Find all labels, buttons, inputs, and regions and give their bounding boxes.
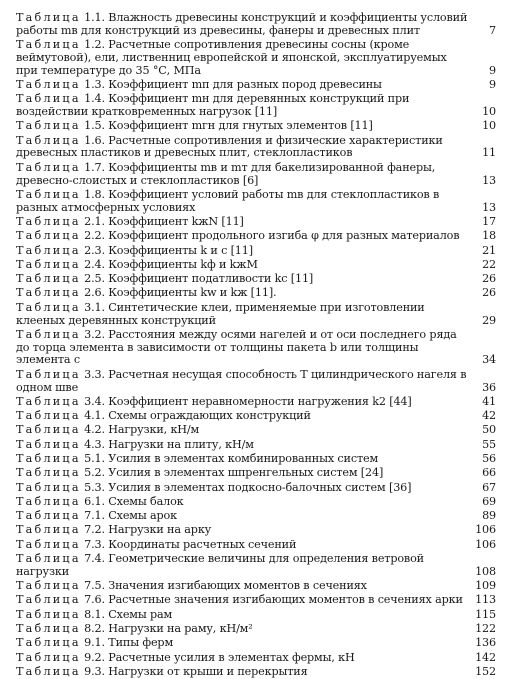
toc-entry-page-number: 11	[482, 146, 496, 160]
toc-entry-number: 5.1.	[84, 452, 105, 465]
toc-entry	[16, 623, 496, 636]
toc-entry-number: 8.1.	[84, 607, 105, 621]
toc-entry-number: 9.1.	[84, 636, 105, 650]
toc-entry-page-number: 69	[482, 494, 496, 508]
toc-entry-title: Нагрузки на арку	[108, 523, 212, 537]
toc-entry-number: 6.1.	[84, 494, 105, 508]
toc-entry	[16, 482, 496, 495]
toc-entry-number: 9.3.	[84, 664, 105, 678]
toc-entry-title: Коэффициент продольного изгиба φ для разных материалов	[108, 229, 460, 243]
toc-entry	[16, 439, 496, 452]
toc-entry-page-number: 136	[475, 636, 496, 650]
toc-entry-title: Расчетная несущая способность T цилиндрического нагеля в одном шве	[16, 367, 467, 394]
toc-entry-page-number: 36	[482, 380, 496, 394]
toc-entry-label: Таблица	[16, 593, 81, 607]
toc-entry-label: Таблица	[16, 409, 81, 423]
toc-entry-label: Таблица	[16, 452, 81, 465]
toc-entry-label: Таблица	[16, 187, 81, 201]
toc-entry	[16, 259, 496, 272]
toc-entry-label: Таблица	[16, 394, 81, 408]
toc-entry-label: Таблица	[16, 272, 81, 286]
toc-entry-title: Расстояния между осями нагелей и от оси последнего ряда до торца элемента в зависимости от толщины пакета b или толщины элемента c	[16, 327, 457, 367]
toc-entry-label: Таблица	[16, 650, 81, 664]
toc-entry-label: Таблица	[16, 286, 81, 300]
toc-entry-page-number: 122	[475, 622, 496, 636]
toc-entry-number: 1.6.	[84, 133, 105, 147]
toc-entry-number: 2.3.	[84, 243, 105, 257]
toc-entry-page-number: 106	[475, 537, 496, 551]
toc-entry-label: Таблица	[16, 92, 81, 106]
toc-entry-title: Расчетные сопротивления древесины сосны (кроме веймутовой), ели, лиственниц европейской и японской, эксплуатируемых при температуре до 35 °С, МПа	[16, 38, 447, 77]
toc-entry-title: Нагрузки на плиту, кН/м	[108, 437, 254, 451]
toc-entry-number: 7.4.	[84, 552, 105, 566]
toc-entry-label: Таблица	[16, 133, 81, 147]
toc-entry-number: 7.2.	[84, 523, 105, 537]
toc-entry-page-number: 109	[475, 579, 496, 593]
toc-entry	[16, 666, 496, 679]
toc-entry-number: 3.2.	[84, 327, 105, 341]
toc-entry	[16, 302, 496, 328]
toc-entry-label: Таблица	[16, 11, 81, 24]
toc-entry-title: Усилия в элементах комбинированных систем	[108, 452, 379, 465]
toc-entry-number: 7.3.	[84, 537, 105, 551]
toc-entry-title: Коэффициент mгн для гнутых элементов [11]	[108, 119, 373, 133]
toc-entry-number: 4.3.	[84, 437, 105, 451]
toc-entry-label: Таблица	[16, 300, 81, 314]
toc-entry-number: 1.7.	[84, 160, 105, 174]
toc-entry-title: Координаты расчетных сечений	[108, 537, 297, 551]
toc-entry-label: Таблица	[16, 523, 81, 537]
toc-entry-page-number: 29	[482, 313, 496, 327]
toc-entry-number: 1.5.	[84, 119, 105, 133]
toc-entry-number: 7.5.	[84, 579, 105, 593]
toc-entry	[16, 273, 496, 286]
toc-entry	[16, 396, 496, 409]
toc-entry	[16, 637, 496, 650]
toc-entry-page-number: 55	[482, 437, 496, 451]
toc-entry-title: Нагрузки, кН/м	[108, 423, 200, 437]
toc-entry-label: Таблица	[16, 579, 81, 593]
toc-entry-page-number: 142	[475, 650, 496, 664]
toc-entry-page-number: 26	[482, 286, 496, 300]
toc-entry-number: 9.2.	[84, 650, 105, 664]
toc-entry	[16, 539, 496, 552]
toc-entry-page-number: 152	[475, 664, 496, 678]
toc-entry-page-number: 67	[482, 480, 496, 494]
toc-entry-title: Коэффициенты kw и kж [11].	[108, 286, 277, 300]
toc-entry-title: Синтетические клеи, применяемые при изготовлении клееных деревянных конструкций	[16, 300, 425, 327]
toc-entry	[16, 245, 496, 258]
toc-entry-title: Схемы арок	[108, 509, 177, 523]
toc-entry-label: Таблица	[16, 160, 81, 174]
toc-entry-title: Коэффициент kжN [11]	[108, 214, 244, 228]
toc-entry-label: Таблица	[16, 367, 81, 381]
toc-entry-title: Усилия в элементах подкосно-балочных систем [36]	[108, 480, 412, 494]
toc-entry	[16, 580, 496, 593]
toc-entry	[16, 410, 496, 423]
toc-entry-page-number: 9	[489, 77, 496, 91]
toc-entry-title: Типы ферм	[108, 636, 173, 650]
toc-entry-page-number: 115	[475, 607, 496, 621]
toc-entry-number: 8.2.	[84, 622, 105, 636]
toc-entry-title: Нагрузки от крыши и перекрытия	[108, 664, 308, 678]
toc-entry	[16, 287, 496, 300]
toc-entry-number: 2.6.	[84, 286, 105, 300]
toc-entry-number: 7.6.	[84, 593, 105, 607]
toc-entry	[16, 594, 496, 607]
toc-entry-title: Расчетные значения изгибающих моментов в сечениях арки	[108, 593, 463, 607]
toc-entry-label: Таблица	[16, 622, 81, 636]
toc-entry-page-number: 13	[482, 173, 496, 187]
toc-entry-title: Коэффициенты mв и mт для бакелизированной фанеры, древесно-слоистых и стеклопластиков [6]	[16, 160, 436, 187]
toc-entry	[16, 216, 496, 229]
toc-entry	[16, 79, 496, 92]
toc-entry-label: Таблица	[16, 423, 81, 437]
toc-entry-label: Таблица	[16, 466, 81, 480]
toc-entry-page-number: 56	[482, 452, 496, 465]
toc-entry-title: Коэффициент mн для деревянных конструкций при воздействии кратковременных нагрузок [11]	[16, 92, 410, 119]
toc-entry-label: Таблица	[16, 77, 81, 91]
toc-entry	[16, 609, 496, 622]
toc-entry	[16, 496, 496, 509]
toc-entry-number: 3.3.	[84, 367, 105, 381]
toc-entry-label: Таблица	[16, 537, 81, 551]
toc-entry	[16, 162, 496, 188]
toc-entry-page-number: 18	[482, 229, 496, 243]
toc-entry-number: 5.3.	[84, 480, 105, 494]
toc-entry	[16, 424, 496, 437]
toc-entry-page-number: 10	[482, 119, 496, 133]
toc-entry-number: 5.2.	[84, 466, 105, 480]
toc-list	[16, 12, 496, 679]
toc-entry	[16, 553, 496, 579]
toc-entry-label: Таблица	[16, 327, 81, 341]
toc-entry-page-number: 26	[482, 272, 496, 286]
toc-entry-label: Таблица	[16, 552, 81, 566]
toc-entry-title: Коэффициенты kф и kжМ	[108, 257, 258, 271]
toc-entry-label: Таблица	[16, 38, 81, 52]
toc-entry	[16, 524, 496, 537]
toc-entry-number: 2.5.	[84, 272, 105, 286]
toc-entry-title: Расчетные усилия в элементах фермы, кН	[108, 650, 355, 664]
toc-entry-number: 4.1.	[84, 409, 105, 423]
toc-entry-page-number: 42	[482, 409, 496, 423]
toc-entry-number: 3.4.	[84, 394, 105, 408]
toc-entry-page-number: 21	[482, 243, 496, 257]
toc-entry-label: Таблица	[16, 119, 81, 133]
toc-entry-page-number: 17	[482, 214, 496, 228]
toc-entry-title: Коэффициенты k и c [11]	[108, 243, 253, 257]
toc-entry-number: 1.4.	[84, 92, 105, 106]
toc-entry	[16, 453, 496, 466]
toc-entry-page-number: 50	[482, 423, 496, 437]
toc-entry-title: Расчетные сопротивления и физические характеристики древесных пластиков и древесных плит, стеклопластиков	[16, 133, 443, 160]
toc-entry-label: Таблица	[16, 214, 81, 228]
toc-entry-label: Таблица	[16, 229, 81, 243]
toc-entry-label: Таблица	[16, 607, 81, 621]
toc-entry-title: Геометрические величины для определения ветровой нагрузки	[16, 552, 424, 578]
toc-entry-page-number: 9	[489, 63, 496, 77]
toc-entry-label: Таблица	[16, 509, 81, 523]
toc-entry-label: Таблица	[16, 437, 81, 451]
toc-entry-label: Таблица	[16, 664, 81, 678]
toc-entry-number: 2.4.	[84, 257, 105, 271]
toc-entry-title: Усилия в элементах шпренгельных систем [24]	[108, 466, 384, 480]
toc-entry-title: Влажность древесины конструкций и коэффициенты условий работы mв для конструкций из древесины, фанеры и древесных плит	[16, 11, 468, 37]
toc-entry-page-number: 66	[482, 466, 496, 480]
toc-entry	[16, 369, 496, 395]
toc-entry-number: 4.2.	[84, 423, 105, 437]
toc-entry-title: Коэффициент податливости kc [11]	[108, 272, 314, 286]
toc-entry-label: Таблица	[16, 243, 81, 257]
toc-entry-title: Схемы рам	[108, 607, 173, 621]
toc-entry	[16, 39, 496, 77]
toc-entry-number: 1.1.	[84, 11, 105, 24]
toc-entry	[16, 652, 496, 665]
toc-entry-label: Таблица	[16, 257, 81, 271]
toc-entry	[16, 135, 496, 161]
toc-entry-title: Нагрузки на раму, кН/м²	[108, 622, 253, 636]
toc-entry-label: Таблица	[16, 480, 81, 494]
toc-entry-number: 1.2.	[84, 38, 105, 52]
toc-entry	[16, 329, 496, 367]
toc-entry	[16, 93, 496, 119]
toc-entry-page-number: 13	[482, 200, 496, 214]
toc-entry	[16, 467, 496, 480]
toc-entry	[16, 510, 496, 523]
toc-entry	[16, 189, 496, 215]
toc-entry-page-number: 10	[482, 105, 496, 119]
toc-entry-title: Коэффициент неравномерности нагружения k2 [44]	[108, 394, 412, 408]
toc-entry	[16, 120, 496, 133]
toc-entry-page-number: 41	[482, 394, 496, 408]
toc-entry	[16, 230, 496, 243]
toc-entry-page-number: 113	[475, 593, 496, 607]
toc-entry-title: Схемы ограждающих конструкций	[108, 409, 311, 423]
toc-entry-number: 1.8.	[84, 187, 105, 201]
toc-entry-title: Схемы балок	[108, 494, 184, 508]
toc-entry-title: Значения изгибающих моментов в сечениях	[108, 579, 367, 593]
toc-entry-number: 2.2.	[84, 229, 105, 243]
toc-entry-page-number: 89	[482, 509, 496, 523]
toc-entry-page-number: 7	[489, 23, 496, 37]
toc-entry	[16, 12, 496, 38]
toc-entry-title: Коэффициент условий работы mв для стеклопластиков в разных атмосферных условиях	[16, 187, 440, 214]
toc-entry-label: Таблица	[16, 494, 81, 508]
toc-entry-page-number: 108	[475, 564, 496, 578]
toc-entry-number: 1.3.	[84, 77, 105, 91]
toc-entry-number: 2.1.	[84, 214, 105, 228]
toc-entry-number: 7.1.	[84, 509, 105, 523]
toc-entry-label: Таблица	[16, 636, 81, 650]
toc-entry-title: Коэффициент mп для разных пород древесины	[108, 77, 382, 91]
toc-entry-number: 3.1.	[84, 300, 105, 314]
toc-entry-page-number: 22	[482, 257, 496, 271]
toc-entry-page-number: 34	[482, 353, 496, 367]
toc-entry-page-number: 106	[475, 523, 496, 537]
